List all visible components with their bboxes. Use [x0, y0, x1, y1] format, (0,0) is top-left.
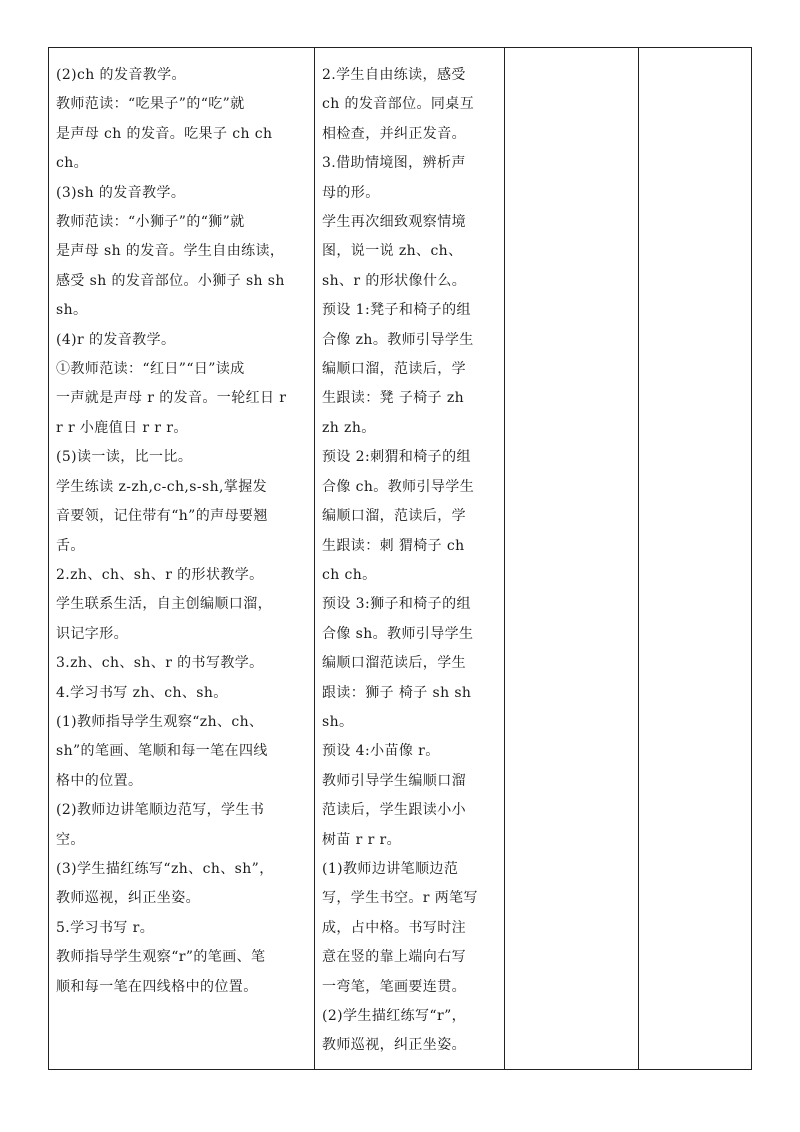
text-line: 识记字形。 — [56, 625, 128, 642]
text-line: 教师范读：“小狮子”的“狮”就 — [56, 214, 245, 231]
text-line: (1)教师边讲笔顺边范 — [322, 860, 459, 877]
text-line: 预设 2:刺猬和椅子的组 — [322, 449, 471, 466]
text-line: 预设 3:狮子和椅子的组 — [322, 596, 471, 613]
text-line: 生跟读：刺 猬椅子 ch — [322, 537, 465, 554]
text-line: 教师指导学生观察“r”的笔画、笔 — [56, 949, 266, 966]
text-line: 编顺口溜范读后，学生 — [322, 655, 466, 672]
text-line: 合像 sh。教师引导学生 — [322, 625, 474, 642]
text-line: 2.zh、ch、sh、r 的形状教学。 — [56, 566, 264, 583]
text-line: 相检查，并纠正发音。 — [322, 125, 466, 142]
text-line: 合像 zh。教师引导学生 — [322, 331, 474, 348]
teacher-activity-text — [49, 48, 314, 1002]
text-line: 学生再次细致观察情境 — [322, 214, 466, 231]
text-line: sh”的笔画、笔顺和每一笔在四线 — [56, 743, 268, 760]
text-line: r r 小鹿值日 r r r。 — [56, 419, 188, 436]
student-activity-cell — [315, 48, 505, 1069]
text-line: 教师引导学生编顺口溜 — [322, 772, 466, 789]
text-line: (1)教师指导学生观察“zh、ch、 — [56, 713, 264, 730]
text-line: 范读后，学生跟读小小 — [322, 802, 466, 819]
text-line: 预设 1:凳子和椅子的组 — [322, 302, 471, 319]
text-line: (2)学生描红练写“r”， — [322, 1008, 467, 1024]
text-line: 教师范读：“吃果子”的“吃”就 — [56, 96, 245, 113]
text-line: 顺和每一笔在四线格中的位置。 — [56, 978, 258, 995]
text-line: 成，占中格。书写时注 — [322, 919, 466, 936]
teacher-activity-cell — [49, 48, 315, 1069]
text-line: 写，学生书空。r 两笔写 — [322, 890, 478, 907]
text-line: sh、r 的形状像什么。 — [322, 272, 467, 289]
empty-cell-4 — [639, 48, 753, 1069]
text-line: (3)sh 的发音教学。 — [56, 184, 186, 201]
text-line: (2)教师边讲笔顺边范写，学生书 — [56, 802, 265, 819]
text-line: ch 的发音部位。同桌互 — [322, 96, 475, 113]
text-line: 5.学习书写 r。 — [56, 919, 155, 936]
text-line: 母的形。 — [322, 184, 380, 201]
text-line: 一声就是声母 r 的发音。一轮红日 r — [56, 390, 287, 407]
text-line: 编顺口溜，范读后，学 — [322, 508, 466, 525]
text-line: 一弯笔，笔画要连贯。 — [322, 978, 466, 995]
text-line: 图，说一说 zh、ch、 — [322, 243, 463, 260]
text-line: 是声母 sh 的发音。学生自由练读， — [56, 243, 285, 260]
text-line: (3)学生描红练写“zh、ch、sh”， — [56, 860, 274, 877]
text-line: 2.学生自由练读，感受 — [322, 67, 466, 83]
student-activity-text — [315, 48, 504, 1061]
column-3-text — [505, 48, 638, 61]
text-line: 编顺口溜，范读后，学 — [322, 361, 466, 378]
text-line: 合像 ch。教师引导学生 — [322, 478, 475, 495]
text-line: 格中的位置。 — [56, 772, 143, 789]
text-line: 音要领，记住带有“h”的声母要翘 — [56, 508, 268, 525]
text-line: ①教师范读：“红日”“日”读成 — [56, 361, 245, 378]
text-line: 是声母 ch 的发音。吃果子 ch ch — [56, 125, 273, 142]
text-line: 感受 sh 的发音部位。小狮子 sh sh — [56, 272, 285, 289]
text-line: ch。 — [56, 155, 89, 172]
text-line: 学生联系生活，自主创编顺口溜， — [56, 596, 272, 613]
text-line: ch ch。 — [322, 566, 377, 583]
text-line: 意在竖的靠上端向右写 — [322, 949, 466, 966]
text-line: 舌。 — [56, 537, 85, 554]
text-line: 跟读：狮子 椅子 sh sh — [322, 684, 472, 701]
text-line: 教师巡视，纠正坐姿。 — [56, 890, 200, 907]
lesson-plan-table — [48, 47, 752, 1070]
text-line: (2)ch 的发音教学。 — [56, 67, 186, 83]
text-line: zh zh。 — [322, 419, 376, 436]
text-line: 3.zh、ch、sh、r 的书写教学。 — [56, 655, 264, 672]
text-line: (4)r 的发音教学。 — [56, 331, 176, 348]
column-4-text — [639, 48, 753, 61]
text-line: sh。 — [56, 302, 88, 319]
text-line: 预设 4:小苗像 r。 — [322, 743, 440, 760]
text-line: (5)读一读，比一比。 — [56, 449, 193, 466]
text-line: 4.学习书写 zh、ch、sh。 — [56, 684, 228, 701]
text-line: 树苗 r r r。 — [322, 831, 402, 848]
text-line: sh。 — [322, 713, 354, 730]
text-line: 学生练读 z-zh,c-ch,s-sh,掌握发 — [56, 478, 268, 495]
empty-cell-3 — [505, 48, 639, 1069]
text-line: 教师巡视，纠正坐姿。 — [322, 1037, 466, 1054]
text-line: 生跟读：凳 子椅子 zh — [322, 390, 465, 407]
text-line: 3.借助情境图，辨析声 — [322, 155, 466, 172]
text-line: 空。 — [56, 831, 85, 848]
